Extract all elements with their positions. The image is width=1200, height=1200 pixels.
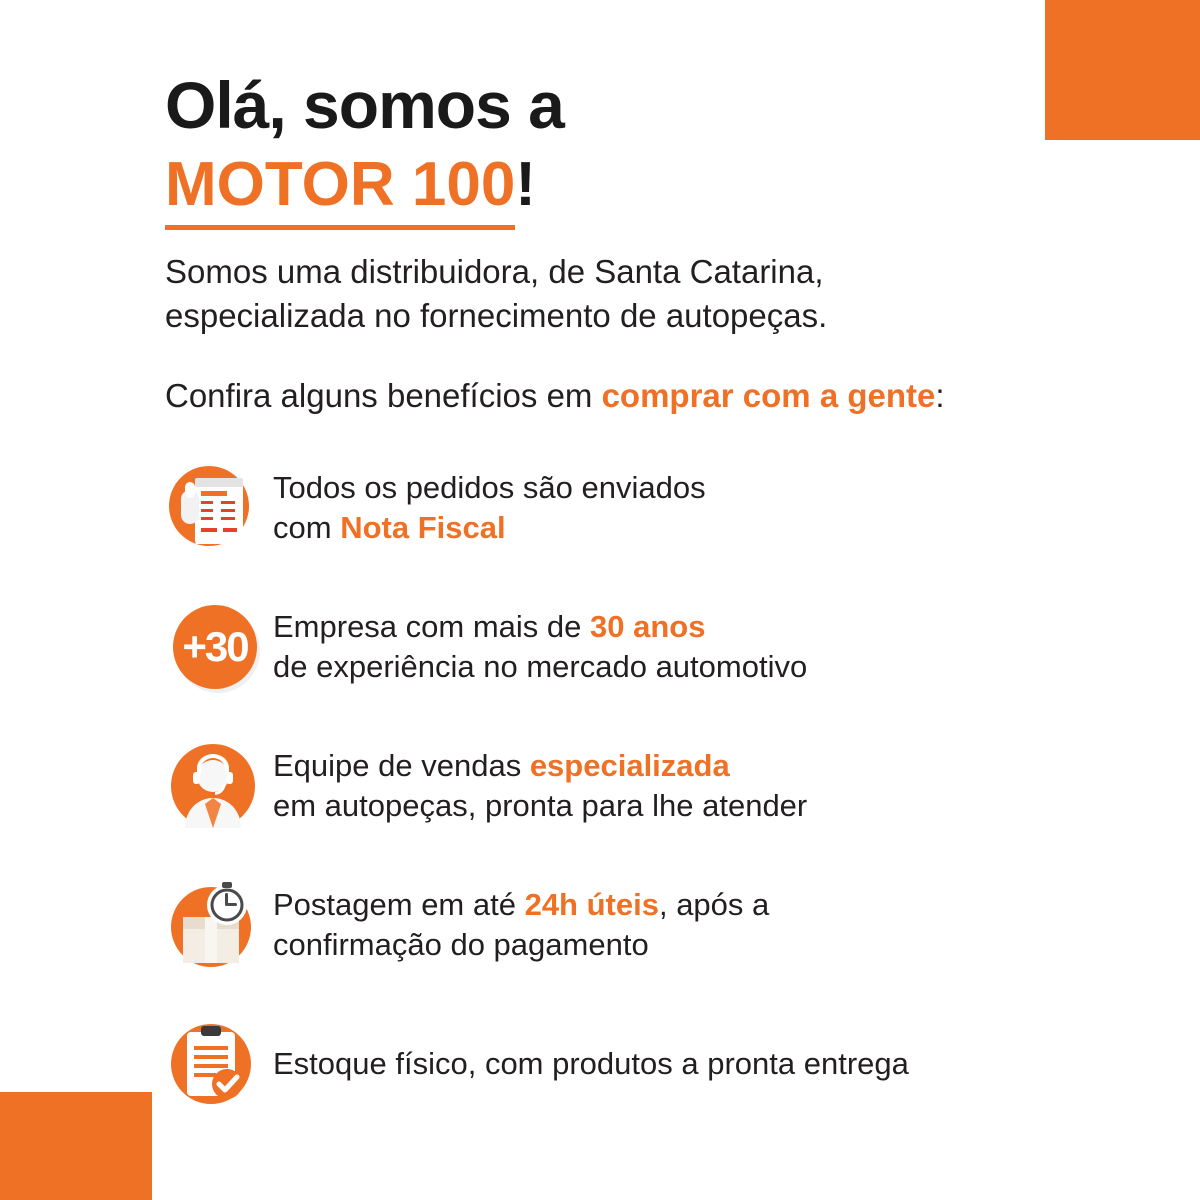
brand-name: MOTOR 100	[165, 150, 515, 230]
benefit-4-line-1-prefix: Postagem em até	[273, 886, 525, 922]
benefit-1-line-2-highlight: Nota Fiscal	[340, 509, 506, 545]
clipboard-check-icon	[165, 1016, 265, 1112]
list-item	[165, 877, 1125, 973]
page-title: Olá, somos a	[165, 68, 564, 142]
benefit-4-line-1-highlight: 24h úteis	[524, 886, 659, 922]
brand-heading	[165, 150, 1125, 219]
benefit-3-line-1-prefix: Equipe de vendas	[273, 747, 530, 783]
list-item	[165, 599, 1125, 695]
intro-line-1: Somos uma distribuidora, de Santa Catarina,	[165, 253, 824, 290]
benefit-1-line-2-prefix: com	[273, 509, 341, 545]
intro-line-2: especializada no fornecimento de autopeças.	[165, 296, 828, 334]
years-badge-icon	[165, 599, 265, 695]
content-container	[165, 68, 1125, 1155]
intro-paragraph	[165, 250, 1125, 337]
benefits-lead-suffix: :	[935, 377, 945, 415]
benefit-2-line-2: de experiência no mercado automotivo	[273, 648, 808, 684]
benefit-text	[273, 468, 706, 549]
decorative-block-bottom-left	[0, 1092, 152, 1200]
receipt-icon	[165, 460, 265, 556]
benefit-text	[273, 746, 807, 827]
benefit-4-line-2: confirmação do pagamento	[273, 926, 649, 962]
benefits-lead	[165, 375, 1125, 418]
sales-agent-icon	[165, 738, 265, 834]
benefit-2-line-1-prefix: Empresa com mais de	[273, 608, 590, 644]
brand-suffix: !	[515, 150, 536, 219]
benefit-text	[273, 1044, 909, 1084]
benefit-2-line-1-highlight: 30 anos	[590, 608, 706, 644]
package-clock-icon	[165, 877, 265, 973]
benefit-3-line-1-highlight: especializada	[529, 747, 730, 783]
benefits-list	[165, 460, 1125, 1112]
list-item	[165, 1016, 1125, 1112]
benefit-text	[273, 885, 769, 966]
benefit-1-line-1: Todos os pedidos são enviados	[273, 469, 706, 505]
years-badge-label: +30	[173, 605, 257, 689]
list-item	[165, 460, 1125, 556]
benefits-lead-prefix: Confira alguns benefícios em	[165, 377, 602, 415]
benefit-4-line-1-suffix: , após a	[658, 886, 770, 922]
benefits-lead-highlight: comprar com a gente	[601, 377, 936, 415]
benefit-text	[273, 607, 807, 688]
list-item	[165, 738, 1125, 834]
benefit-3-line-2: em autopeças, pronta para lhe atender	[273, 787, 808, 823]
benefit-5-line-1: Estoque físico, com produtos a pronta entrega	[273, 1045, 909, 1081]
